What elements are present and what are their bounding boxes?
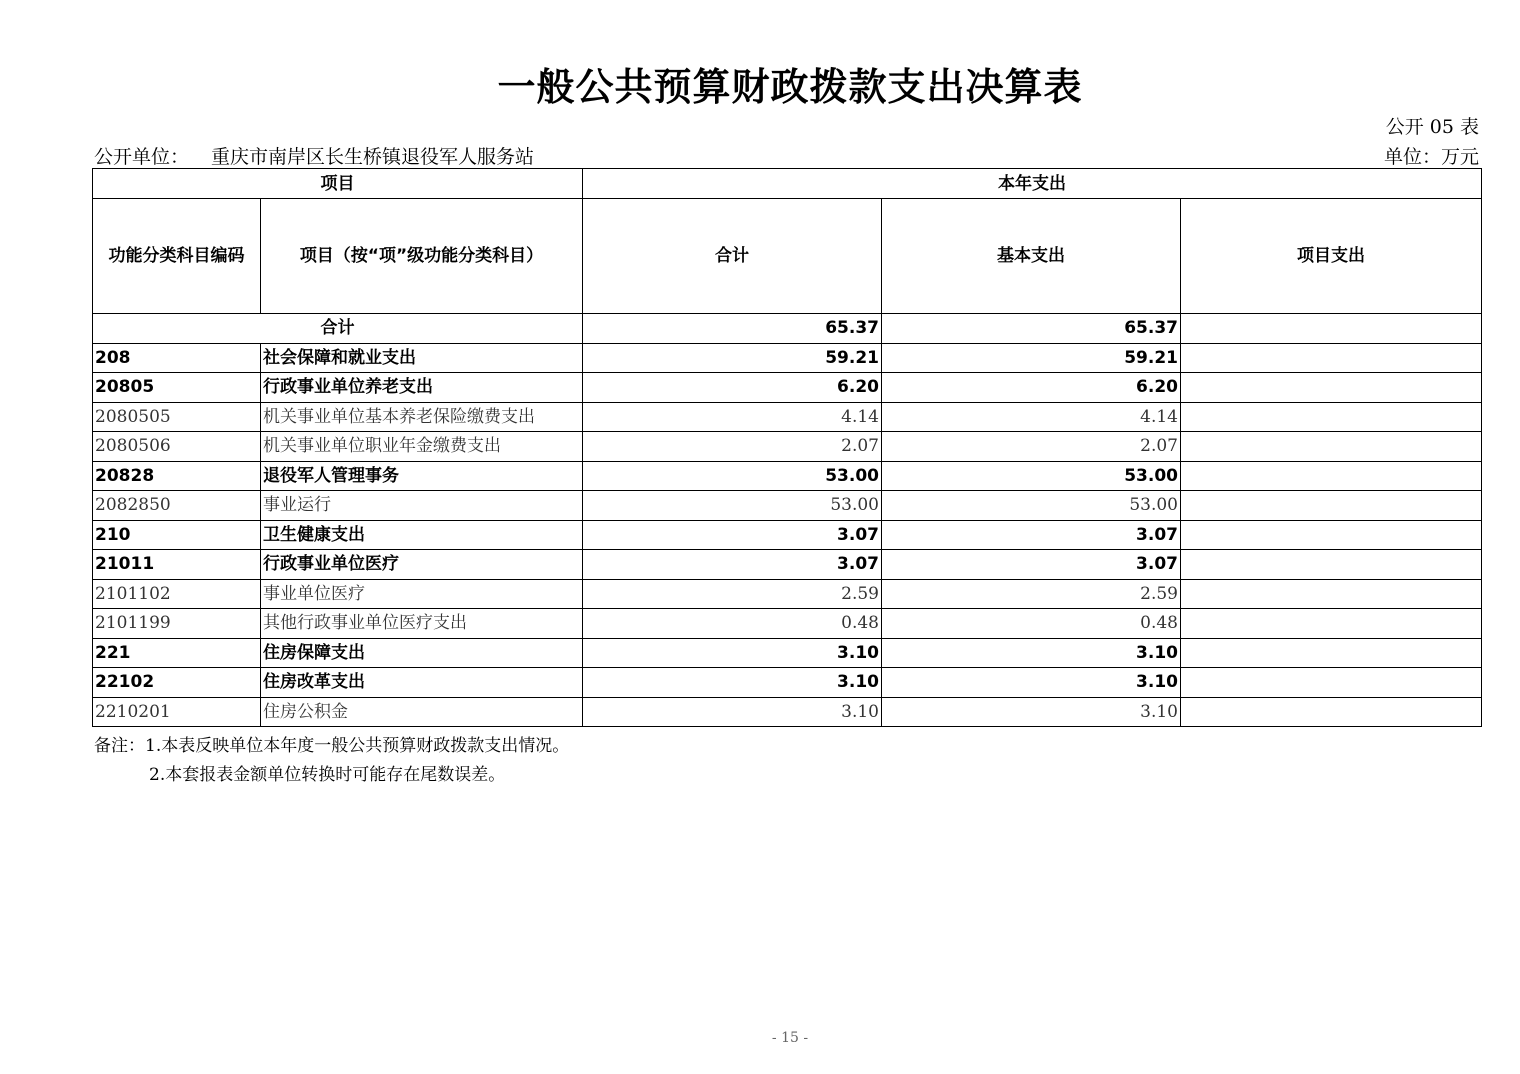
row-basic: 6.20: [882, 373, 1181, 403]
row-basic: 2.07: [882, 432, 1181, 462]
row-project: [1181, 638, 1482, 668]
row-code: 210: [93, 520, 261, 550]
row-code: 221: [93, 638, 261, 668]
header-total: 合计: [583, 199, 882, 314]
row-item-name: 社会保障和就业支出: [261, 343, 583, 373]
row-total: 3.10: [583, 638, 882, 668]
row-code: 20805: [93, 373, 261, 403]
row-item-name: 行政事业单位医疗: [261, 550, 583, 580]
row-code: 2080505: [93, 402, 261, 432]
note-1: 备注：1.本表反映单位本年度一般公共预算财政拨款支出情况。: [94, 736, 570, 756]
total-basic: 65.37: [882, 314, 1181, 344]
row-code: 2210201: [93, 697, 261, 727]
row-project: [1181, 668, 1482, 698]
unit-info-row: [94, 142, 1479, 169]
header-project: 项目支出: [1181, 199, 1482, 314]
row-code: 21011: [93, 550, 261, 580]
reporting-unit-name: 重庆市南岸区长生桥镇退役军人服务站: [211, 146, 535, 168]
notes: [94, 732, 569, 790]
row-project: [1181, 697, 1482, 727]
row-item-name: 退役军人管理事务: [261, 461, 583, 491]
table-row: [93, 343, 1482, 373]
row-total: 53.00: [583, 461, 882, 491]
table-row: [93, 373, 1482, 403]
row-total: 3.07: [583, 520, 882, 550]
row-code: 208: [93, 343, 261, 373]
table-row: [93, 609, 1482, 639]
row-project: [1181, 579, 1482, 609]
row-code: 2082850: [93, 491, 261, 521]
reporting-unit: [94, 142, 534, 169]
table-row: [93, 579, 1482, 609]
row-code: 2101199: [93, 609, 261, 639]
total-sum: 65.37: [583, 314, 882, 344]
table-row: [93, 668, 1482, 698]
table-row: [93, 432, 1482, 462]
row-project: [1181, 520, 1482, 550]
row-item-name: 住房公积金: [261, 697, 583, 727]
reporting-unit-label: 公开单位：: [94, 146, 190, 168]
table-row: [93, 461, 1482, 491]
note-2: 2.本套报表金额单位转换时可能存在尾数误差。: [149, 765, 506, 785]
row-project: [1181, 432, 1482, 462]
row-basic: 53.00: [882, 491, 1181, 521]
row-basic: 3.10: [882, 697, 1181, 727]
row-item-name: 机关事业单位基本养老保险缴费支出: [261, 402, 583, 432]
row-item-name: 事业单位医疗: [261, 579, 583, 609]
row-basic: 3.10: [882, 638, 1181, 668]
row-basic: 4.14: [882, 402, 1181, 432]
expenditure-table: [92, 168, 1482, 727]
currency-unit: 单位：万元: [1383, 146, 1479, 168]
table-body: [93, 314, 1482, 727]
row-project: [1181, 491, 1482, 521]
row-code: 2080506: [93, 432, 261, 462]
row-project: [1181, 461, 1482, 491]
page-number: - 15 -: [771, 1030, 809, 1046]
table-row: [93, 550, 1482, 580]
row-project: [1181, 373, 1482, 403]
row-item-name: 卫生健康支出: [261, 520, 583, 550]
row-total: 53.00: [583, 491, 882, 521]
row-item-name: 其他行政事业单位医疗支出: [261, 609, 583, 639]
row-item-name: 事业运行: [261, 491, 583, 521]
table-row: [93, 491, 1482, 521]
row-basic: 3.07: [882, 520, 1181, 550]
row-total: 6.20: [583, 373, 882, 403]
row-project: [1181, 343, 1482, 373]
header-expense-group: 本年支出: [583, 169, 1482, 199]
row-total: 4.14: [583, 402, 882, 432]
total-row: [93, 314, 1482, 344]
row-code: 22102: [93, 668, 261, 698]
row-project: [1181, 609, 1482, 639]
row-basic: 59.21: [882, 343, 1181, 373]
row-item-name: 行政事业单位养老支出: [261, 373, 583, 403]
row-basic: 0.48: [882, 609, 1181, 639]
header-basic: 基本支出: [882, 199, 1181, 314]
row-basic: 2.59: [882, 579, 1181, 609]
row-basic: 53.00: [882, 461, 1181, 491]
row-total: 3.10: [583, 697, 882, 727]
row-item-name: 住房保障支出: [261, 638, 583, 668]
header-item-name: 项目（按“项”级功能分类科目）: [261, 199, 583, 314]
form-number: 公开 05 表: [1385, 116, 1479, 138]
table-row: [93, 697, 1482, 727]
header-item-group: 项目: [93, 169, 583, 199]
row-total: 2.59: [583, 579, 882, 609]
row-project: [1181, 402, 1482, 432]
row-total: 3.10: [583, 668, 882, 698]
row-basic: 3.07: [882, 550, 1181, 580]
total-label: 合计: [93, 314, 583, 344]
header-code: 功能分类科目编码: [93, 199, 261, 314]
table-row: [93, 638, 1482, 668]
row-project: [1181, 550, 1482, 580]
row-basic: 3.10: [882, 668, 1181, 698]
row-item-name: 住房改革支出: [261, 668, 583, 698]
table-row: [93, 520, 1482, 550]
row-total: 0.48: [583, 609, 882, 639]
table-row: [93, 402, 1482, 432]
row-total: 59.21: [583, 343, 882, 373]
total-project: [1181, 314, 1482, 344]
row-code: 2101102: [93, 579, 261, 609]
page-title: 一般公共预算财政拨款支出决算表: [497, 65, 1083, 109]
row-code: 20828: [93, 461, 261, 491]
row-total: 2.07: [583, 432, 882, 462]
row-total: 3.07: [583, 550, 882, 580]
row-item-name: 机关事业单位职业年金缴费支出: [261, 432, 583, 462]
